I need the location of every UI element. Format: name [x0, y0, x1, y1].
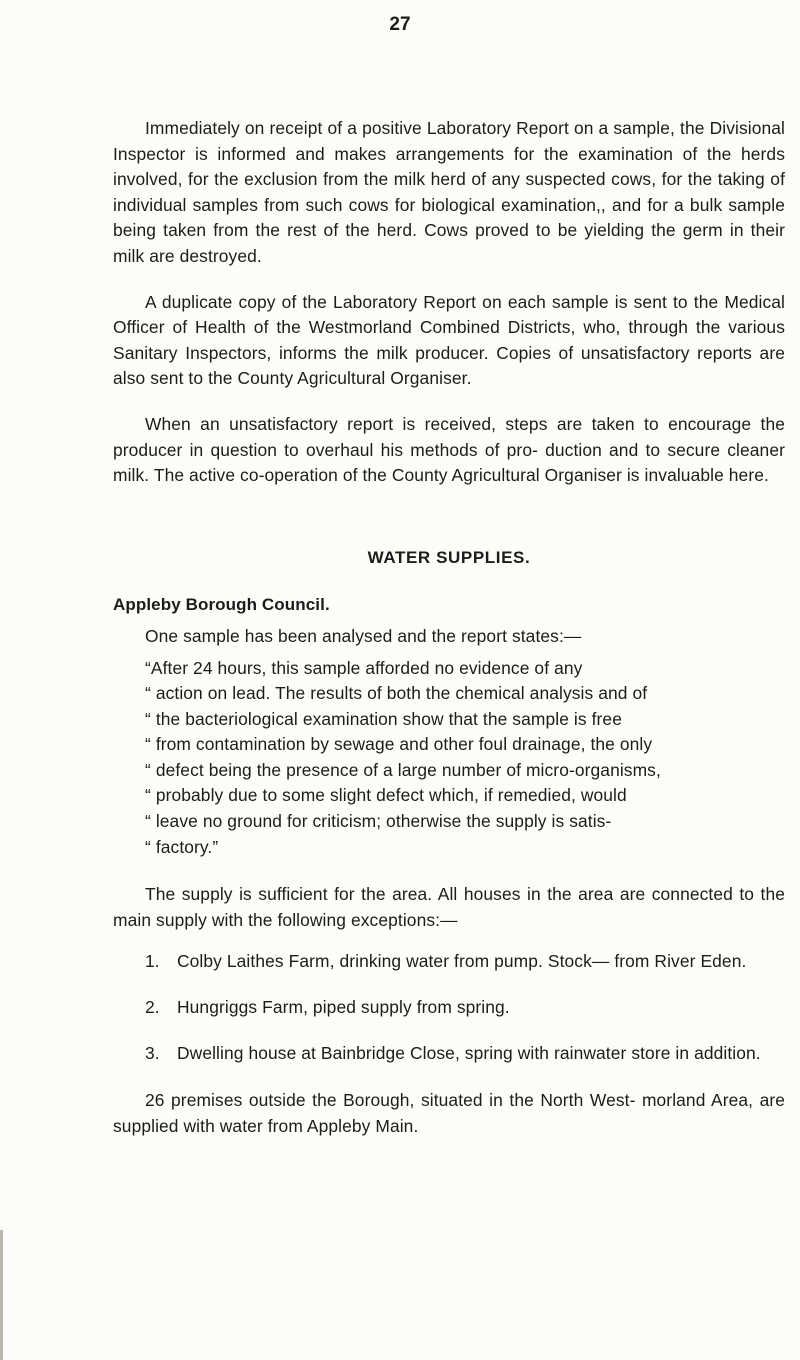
quote-line: “ factory.” — [145, 836, 219, 857]
quote-line: “ from contamination by sewage and other foul drainage, the only — [145, 734, 653, 755]
list-item — [145, 949, 785, 975]
report-quote — [113, 656, 785, 861]
quote-line: “ defect being the presence of a large number of micro-organisms, — [145, 759, 661, 780]
quote-line: “ the bacteriological examination show that the sample is free — [145, 708, 622, 729]
paragraph-premises-outside: 26 premises outside the Borough, situated in the North West- morland Area, are supplied with water from Appleby Main. — [113, 1090, 785, 1136]
page-number: 27 — [389, 14, 411, 35]
exceptions-list — [113, 949, 785, 1066]
page-edge-shadow — [0, 1230, 3, 1360]
paragraph-supply-sufficient: The supply is sufficient for the area. All houses in the area are connected to the main supply with the following exceptions:— — [113, 884, 785, 930]
list-item-text: Hungriggs Farm, piped supply from spring. — [177, 997, 510, 1018]
section-heading-water-supplies: WATER SUPPLIES. — [367, 547, 531, 567]
report-intro-line: One sample has been analysed and the report states:— — [145, 625, 582, 646]
page-body — [113, 116, 785, 1159]
list-item — [145, 1041, 785, 1067]
paragraph-duplicate-copy: A duplicate copy of the Laboratory Report on each sample is sent to the Medical Officer of Health of the Westmorland Combined Districts, who, through the various Sanitary Inspectors, informs the milk producer. Copies of unsatisfactory reports are also sent to the County Agricultural Organiser. — [113, 291, 785, 389]
list-item-number: 1. — [145, 951, 160, 972]
quote-line: “ probably due to some slight defect which, if remedied, would — [145, 785, 627, 806]
list-item-text: Dwelling house at Bainbridge Close, spring with rainwater store in addition. — [177, 1042, 761, 1063]
quote-line: “ action on lead. The results of both the chemical analysis and of — [145, 683, 648, 704]
paragraph-unsatisfactory-report: When an unsatisfactory report is received, steps are taken to encourage the producer in question to overhaul his methods of pro- duction and to secure cleaner milk. The active co-operation of the County Agricultural Organiser is invaluable here. — [113, 413, 785, 486]
list-item-number: 3. — [145, 1042, 160, 1063]
subheading-appleby-borough: Appleby Borough Council. — [113, 595, 330, 615]
list-item — [145, 995, 785, 1021]
quote-line: “ leave no ground for criticism; otherwise the supply is satis- — [145, 811, 612, 832]
list-item-number: 2. — [145, 997, 160, 1018]
list-item-text: Colby Laithes Farm, drinking water from pump. Stock— from River Eden. — [177, 951, 747, 972]
paragraph-laboratory-report: Immediately on receipt of a positive Laboratory Report on a sample, the Divisional Inspector is informed and makes arrangements for the examination of the herds involved, for the exclusion from the milk herd of any suspected cows, for the taking of individual samples from such cows for biological examination,, and for a bulk sample being taken from the rest of the herd. Cows proved to be yielding the germ in their milk are destroyed. — [113, 118, 785, 266]
quote-line: “After 24 hours, this sample afforded no evidence of any — [145, 657, 583, 678]
